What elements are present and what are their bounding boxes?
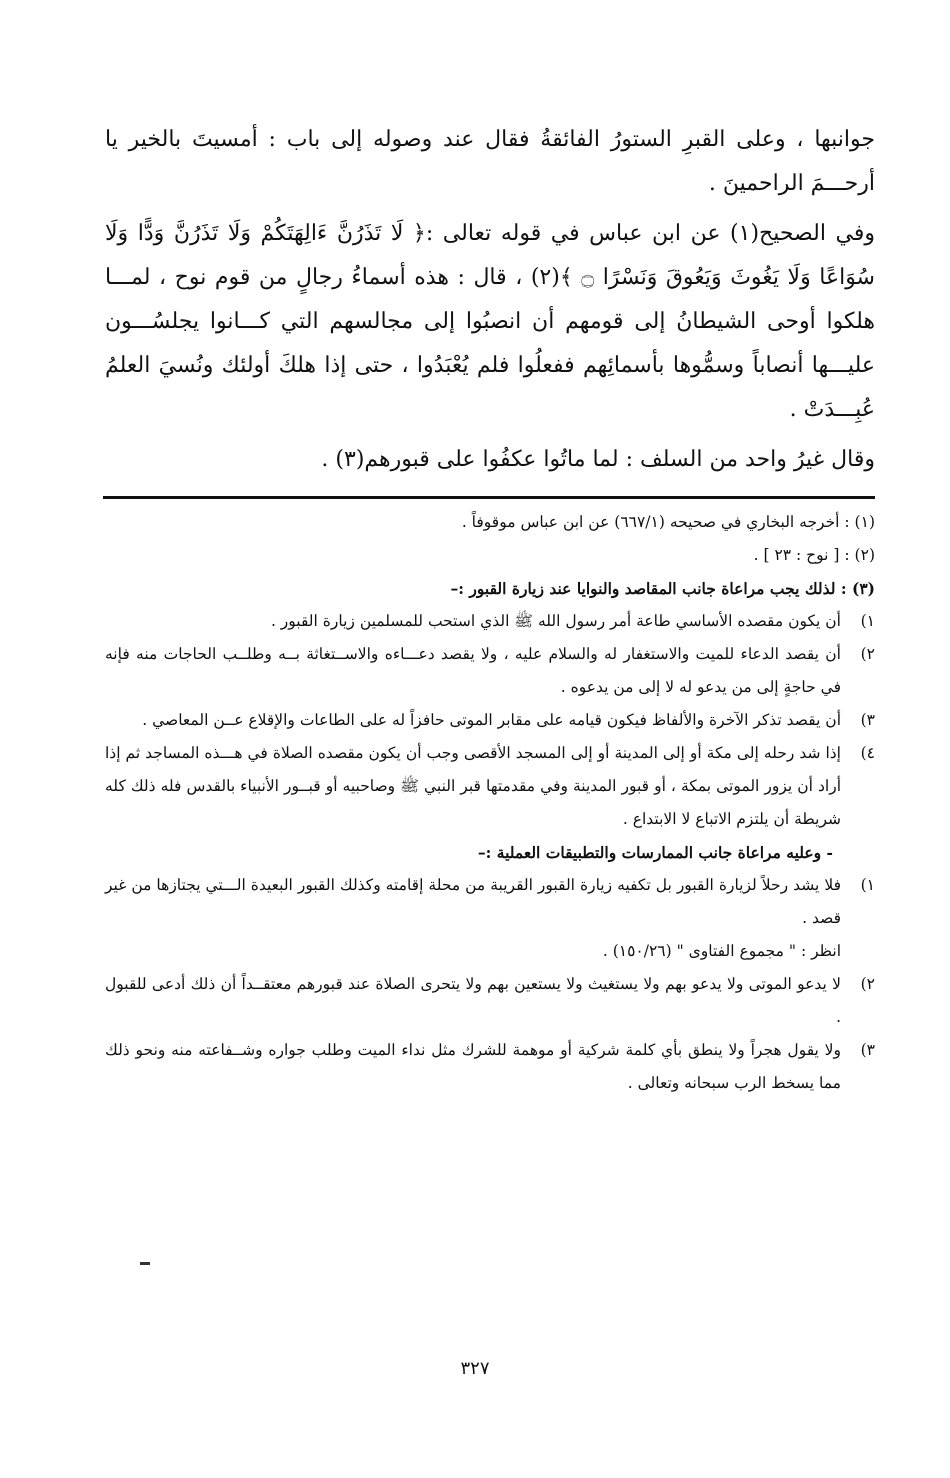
main-text: [105, 118, 875, 488]
item-number: ٣): [860, 1041, 875, 1059]
item-text: أن يكون مقصده الأساسي طاعة أمر رسول الله ﷺ الذي استحب للمسلمين زيارة القبور .: [270, 612, 841, 630]
paragraph-2: وفي الصحيح(١) عن ابن عباس في قوله تعالى :﴿ لَا تَذَرُنَّ ءَالِهَتَكُمْ وَلَا تَذَرُنَّ وَدًّا وَلَا سُوَاعًا وَلَا يَغُوثَ وَيَعُوقَ وَنَسْرًا ۝ ﴾(٢) ، قال : هذه أسماءُ رجالٍ من قوم نوح ، لمـــا هلكوا أوحى الشيطانُ إلى قومهم أن انصبُوا إلى مجالسهم التي كـــانوا يجلسُـــون عليـــها أنصاباً وسمُّوها بأسمائِهم ففعلُوا فلم يُعْبَدُوا ، حتى إذا هلكَ أولئك ونُسيَ العلمُ عُبِـــدَتْ .: [105, 221, 875, 422]
footnote-1: (١) : أخرجه البخاري في صحيحه (٦٦٧/١) عن ابن عباس موقوفاً .: [461, 513, 875, 531]
item-text: أن يقصد تذكر الآخرة والألفاظ فيكون قيامه على مقابر الموتى حافزاً له على الطاعات والإقلاع عــن المعاصي .: [142, 711, 841, 729]
item-number: ٢): [860, 975, 875, 993]
practice-item: [105, 1034, 875, 1100]
item-number: ١): [860, 612, 875, 630]
intention-item: [105, 737, 875, 836]
intention-item: [105, 638, 875, 704]
citation-reference: انظر : " مجموع الفتاوى " (١٥٠/٢٦) .: [602, 942, 841, 960]
intention-item: [105, 605, 875, 638]
footnote-separator: [103, 496, 875, 499]
item-text: ولا يقول هجراً ولا ينطق بأي كلمة شركية أو موهمة للشرك مثل نداء الميت وطلب جواره وشــفاعته منه ونحو ذلك مما يسخط الرب سبحانه وتعالى .: [105, 1041, 841, 1092]
item-text: لا يدعو الموتى ولا يدعو بهم ولا يستغيث ولا يستعين بهم ولا يتحرى الصلاة عند قبورهم معتقــداً أن ذلك أدعى للقبول .: [105, 975, 841, 1026]
ink-mark: [140, 1262, 150, 1265]
footnotes: [105, 506, 875, 1100]
item-number: ٤): [860, 744, 875, 762]
item-text: إذا شد رحله إلى مكة أو إلى المدينة أو إلى المسجد الأقصى وجب أن يكون مقصده الصلاة في هـــذه المساجد ثم إذا أراد أن يزور الموتى بمكة ، أو قبور المدينة وفي مقدمتها قبر النبي ﷺ وصاحبيه أو قبــور الأنبياء بالقدس فله ذلك كله شريطة أن يلتزم الاتباع لا الابتداع .: [105, 744, 841, 828]
paragraph-1: جوانبها ، وعلى القبرِ الستورُ الفائقةُ فقال عند وصوله إلى باب : أمسيتَ بالخير يا أرحـــمَ الراحمينَ .: [105, 127, 875, 196]
footnote-2: (٢) : [ نوح : ٢٣ ] .: [753, 546, 875, 564]
item-number: ٢): [860, 645, 875, 663]
intention-item: [105, 704, 875, 737]
practices-heading: - وعليه مراعاة جانب الممارسات والتطبيقات العملية :–: [477, 843, 833, 862]
item-text: فلا يشد رحلاً لزيارة القبور بل تكفيه زيارة القبور القريبة من محلة إقامته وكذلك القبور البعيدة الـــتي يجتازها من غير قصد .: [105, 876, 841, 927]
practice-item: [105, 869, 875, 935]
practice-item: [105, 968, 875, 1034]
item-number: ٣): [860, 711, 875, 729]
page-number: ٣٢٧: [460, 1358, 490, 1379]
paragraph-3: وقال غيرُ واحد من السلف : لما ماتُوا عكفُوا على قبورهم(٣) .: [321, 447, 875, 472]
footnote-3-heading: (٣) : لذلك يجب مراعاة جانب المقاصد والنوايا عند زيارة القبور :–: [450, 579, 875, 598]
item-text: أن يقصد الدعاء للميت والاستغفار له والسلام عليه ، ولا يقصد دعـــاءه والاســتغاثة بــه وطلــب الحاجات منه فإنه في حاجةٍ إلى من يدعو له لا إلى من يدعوه .: [105, 645, 841, 696]
item-number: ١): [860, 876, 875, 894]
